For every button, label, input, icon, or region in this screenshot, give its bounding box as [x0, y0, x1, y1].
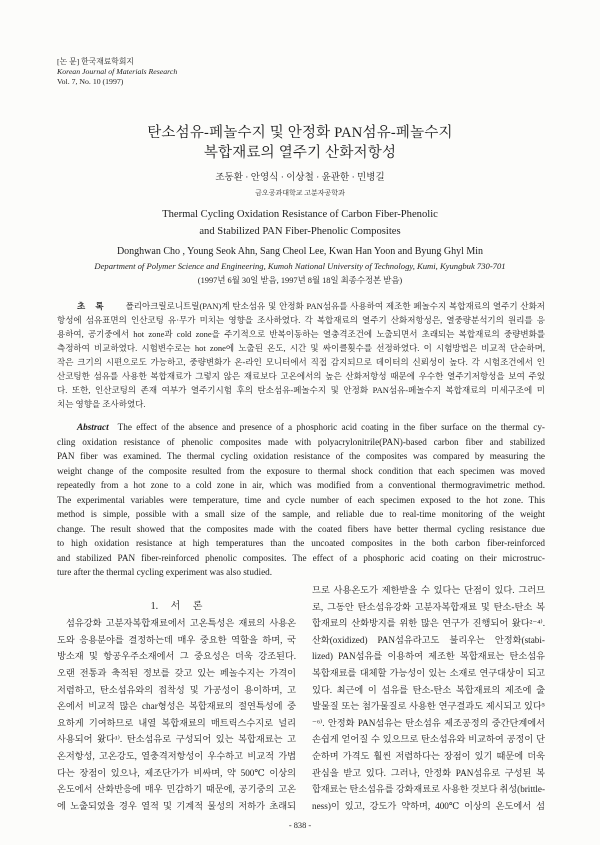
- abstract-en-line: cling oxidation resistance of phenolic composites made with polyacrylonitrile(PAN)-based carbon fiber and stabilized: [57, 436, 545, 447]
- abstract-en-line: method is simple, possible with a small size of the sample, and reliable due to real-time monitoring of the weight: [57, 509, 545, 519]
- body-text-line: 합재료의 산화방지를 위한 많은 연구가 진행되어 왔다²⁻⁴⁾.: [312, 618, 545, 629]
- abstract-ko-line: 치는 영향을 조사하였다.: [57, 399, 146, 409]
- abstract-ko-line: 측정하여 비교하였다. 시험변수로는 hot zone에 노출된 온도, 시간 및 싸이클횟수를 선정하였다. 이 시험방법은 비교적 단순하며,: [57, 343, 545, 353]
- body-text-line: 손쉽게 얻어질 수 있으므로 탄소섬유와 비교하여 공정이 단: [312, 734, 545, 745]
- title-en-line: Thermal Cycling Oxidation Resistance of Carbon Fiber-Phenolic: [162, 208, 438, 220]
- abstract-en-line: change. The result showed that the composites made with the coated fibers have better thermal cycling resistance due: [57, 523, 545, 534]
- body-left-lines: [57, 615, 296, 814]
- abstract-en-line: to high oxidation resistance at high temperatures than the uncoated composites in the both carbon fiber-reinforced: [57, 538, 545, 548]
- abstract-ko-line: 작은 크기의 시편으로도 가능하고, 중량변화가 온-라인 모니터에서 직접 감지되므로 데이터의 신뢰성이 높다. 각 시험조건에서 인: [57, 357, 545, 367]
- abstract-ko-lines: [57, 313, 545, 411]
- body-text-line: 방소재 및 항공우주소재에서 그 중요성은 더욱 강조된다.: [57, 651, 296, 662]
- title-ko-line: 탄소섬유-페놀수지 및 안정화 PAN섬유-페놀수지: [147, 125, 453, 141]
- authors-korean: [56, 171, 544, 185]
- journal-volume: Vol. 7, No. 10 (1997): [57, 77, 124, 86]
- abstract-ko-line: 항성에 섬유표면의 인산코팅 유·무가 미치는 영향을 조사하였다. 각 복합재료의 열주기 산화저항성은, 열중량분석기의 원리를 응: [57, 315, 545, 325]
- body-text-line: 오랜 전통과 축적된 정보를 갖고 있는 페놀수지는 가격이: [57, 667, 296, 678]
- abstract-english: [57, 420, 545, 580]
- authors-english: [56, 245, 544, 259]
- body-right-lines: [312, 582, 545, 814]
- abstract-en-label: Abstract: [77, 422, 109, 432]
- abstract-ko-first-text: 폴리아크릴로니트릴(PAN)계 탄소섬유 및 안정화 PAN섬유를 사용하여 제조한 페놀수지 복합재료의 열주기 산화저: [125, 301, 545, 311]
- body-text-line: 온저항성, 고온강도, 열충격저항성이 우수하고 비교적 가볍: [57, 750, 296, 761]
- abstract-en-first-text: The effect of the absence and presence of a phosphoric acid coating in the fiber surface on the thermal cy-: [117, 422, 545, 432]
- abstract-en-line: repeatedly from a hot zone to a cold zone in air, which was modified from a conventional thermogravimetric method.: [57, 480, 545, 490]
- abstract-korean: [57, 299, 545, 411]
- abstract-ko-line: 산코팅한 섬유를 사용한 복합재료가 그렇지 않은 재료보다 고온에서의 높은 산화저항성 때문에 우수한 열주기저항성을 보여 주었: [57, 371, 545, 381]
- body-text-line: 순하며 가격도 훨씬 저렴하다는 장점이 있기 때문에 더욱: [312, 750, 545, 761]
- received-dates: [56, 275, 544, 287]
- body-text-line: 에 노출되었을 경우 열적 및 기계적 물성의 저하가 초래되: [57, 800, 296, 811]
- body-text-line: 로, 그동안 탄소섬유강화 고분자복합재료 및 탄소-탄소 복: [312, 601, 545, 612]
- body-text-line: 사용되어 왔다¹⁾. 탄소섬유로 구성되어 있는 복합재료는 고: [57, 734, 296, 745]
- abstract-ko-first-line: [57, 299, 545, 313]
- body-text-line: 관심을 받고 있다. 그러나, 안정화 PAN섬유로 구성된 복: [312, 767, 545, 778]
- body-text-line: 합재료는 탄소섬유를 강화재료로 사용한 것보다 취성(brittle-: [312, 784, 545, 795]
- journal-name-en: Korean Journal of Materials Research: [57, 67, 178, 76]
- body-text-line: 섬유강화 고분자복합재료에서 고온특성은 재료의 사용온: [66, 618, 296, 629]
- page-number-text: - 838 -: [288, 821, 312, 830]
- affiliation-en-line: Department of Polymer Science and Engineering, Kumoh National University of Technology, Kumi, Kyungbuk 730-701: [94, 261, 506, 271]
- abstract-en-line: ture after the thermal cycling experiment was also studied.: [57, 567, 273, 577]
- body-text-line: 있다. 최근에 이 섬유를 탄소-탄소 복합재료의 제조에 출: [312, 684, 545, 695]
- affiliation-english: [40, 260, 560, 272]
- body-column-right: [312, 582, 545, 814]
- authors-ko-line: 조동환 · 안영식 · 이상철 · 윤관한 · 민병길: [215, 173, 385, 183]
- abstract-en-line: weight change of the composite resulted from the exposure to thermal shock condition that each specimen was moved: [57, 465, 545, 476]
- abstract-en-first-line: [57, 420, 545, 435]
- body-text-line: 므로 사용온도가 제한받을 수 있다는 단점이 있다. 그러므: [312, 585, 545, 595]
- body-text-line: 산화(oxidized) PAN섬유라고도 불리우는 안정화(stabi-: [312, 634, 545, 645]
- body-text-line: ⁻⁶⁾. 안정화 PAN섬유는 탄소섬유 제조공정의 중간단계에서: [312, 717, 545, 728]
- body-text-line: 다는 장점이 있으나, 제조단가가 비싸며, 약 500℃ 이상의: [57, 767, 296, 778]
- body-text-line: 발물질 또는 첨가물질로 사용한 연구결과도 제시되고 있다⁵: [312, 701, 545, 712]
- body-text-line: 온도에서 산화반응에 매우 민감하기 때문에, 공기중의 고온: [57, 784, 296, 795]
- body-text-line: 복합재료를 대체할 가능성이 있는 소재로 연구대상이 되고: [312, 667, 545, 678]
- body-text-line: 온에서 비교적 많은 char형성은 복합재료의 절연특성에 중: [57, 701, 296, 712]
- abstract-en-line: The experimental variables were temperature, time and cycle number of each specimen exposed to the hot zone. This: [57, 494, 545, 505]
- journal-header: [57, 57, 177, 87]
- body-text-line: 저렴하고, 탄소섬유와의 접착성 및 가공성이 용이하며, 고: [57, 684, 296, 695]
- body-column-left: [57, 582, 296, 814]
- received-dates-line: (1997년 6월 30일 받음, 1997년 8월 18일 최종수정본 받음): [197, 276, 403, 285]
- title-en-line: and Stabilized PAN Fiber-Phenolic Composites: [199, 225, 401, 237]
- title-english: [56, 206, 544, 240]
- abstract-en-lines: [57, 435, 545, 580]
- title-ko-line: 복합재료의 열주기 산화저항성: [203, 145, 397, 161]
- body-text-line: 도와 응용분야를 결정하는데 매우 중요한 역할을 하며, 국: [57, 634, 296, 645]
- page-number: [0, 820, 600, 832]
- abstract-ko-label: 초 록: [77, 301, 104, 311]
- abstract-en-line: and stabilized PAN fiber-reinforced phenolic composites. The effect of a phosphoric acid coating on their microstruc-: [57, 552, 545, 563]
- affiliation-ko-line: 금오공과대학교 고분자공학과: [255, 188, 345, 197]
- authors-en-line: Donghwan Cho , Young Seok Ahn, Sang Cheol Lee, Kwan Han Yoon and Byung Ghyl Min: [116, 246, 484, 257]
- abstract-ko-line: 용하여, 공기중에서 hot zone과 cold zone을 주기적으로 반복이동하는 열충격조건에 노출되면서 초래되는 복합재료의 중량변화를: [57, 329, 545, 339]
- journal-label: [논 문] 한국재료학회지: [57, 57, 134, 66]
- body-text-line: ness)이 있고, 강도가 약하며, 400℃ 이상의 온도에서 섬: [312, 800, 545, 811]
- title-korean: [56, 123, 544, 163]
- body-text-line: lized) PAN섬유를 이용하여 제조한 복합재료는 탄소섬유: [312, 651, 545, 662]
- abstract-en-line: PAN fiber was examined. The thermal cycling oxidation resistance of the composites was compared by measuring the: [57, 451, 545, 461]
- affiliation-korean: [56, 188, 544, 199]
- body-text-line: 요하게 기여하므로 내열 복합재료의 매트릭스수지로 널리: [57, 717, 296, 728]
- abstract-ko-line: 다. 또한, 인산코팅의 존재 여부가 열주기시험 후의 탄소섬유-페놀수지 및 안정화 PAN섬유-페놀수지 복합재료의 미세구조에 미: [57, 385, 545, 395]
- section-heading: 1. 서 론: [150, 600, 203, 612]
